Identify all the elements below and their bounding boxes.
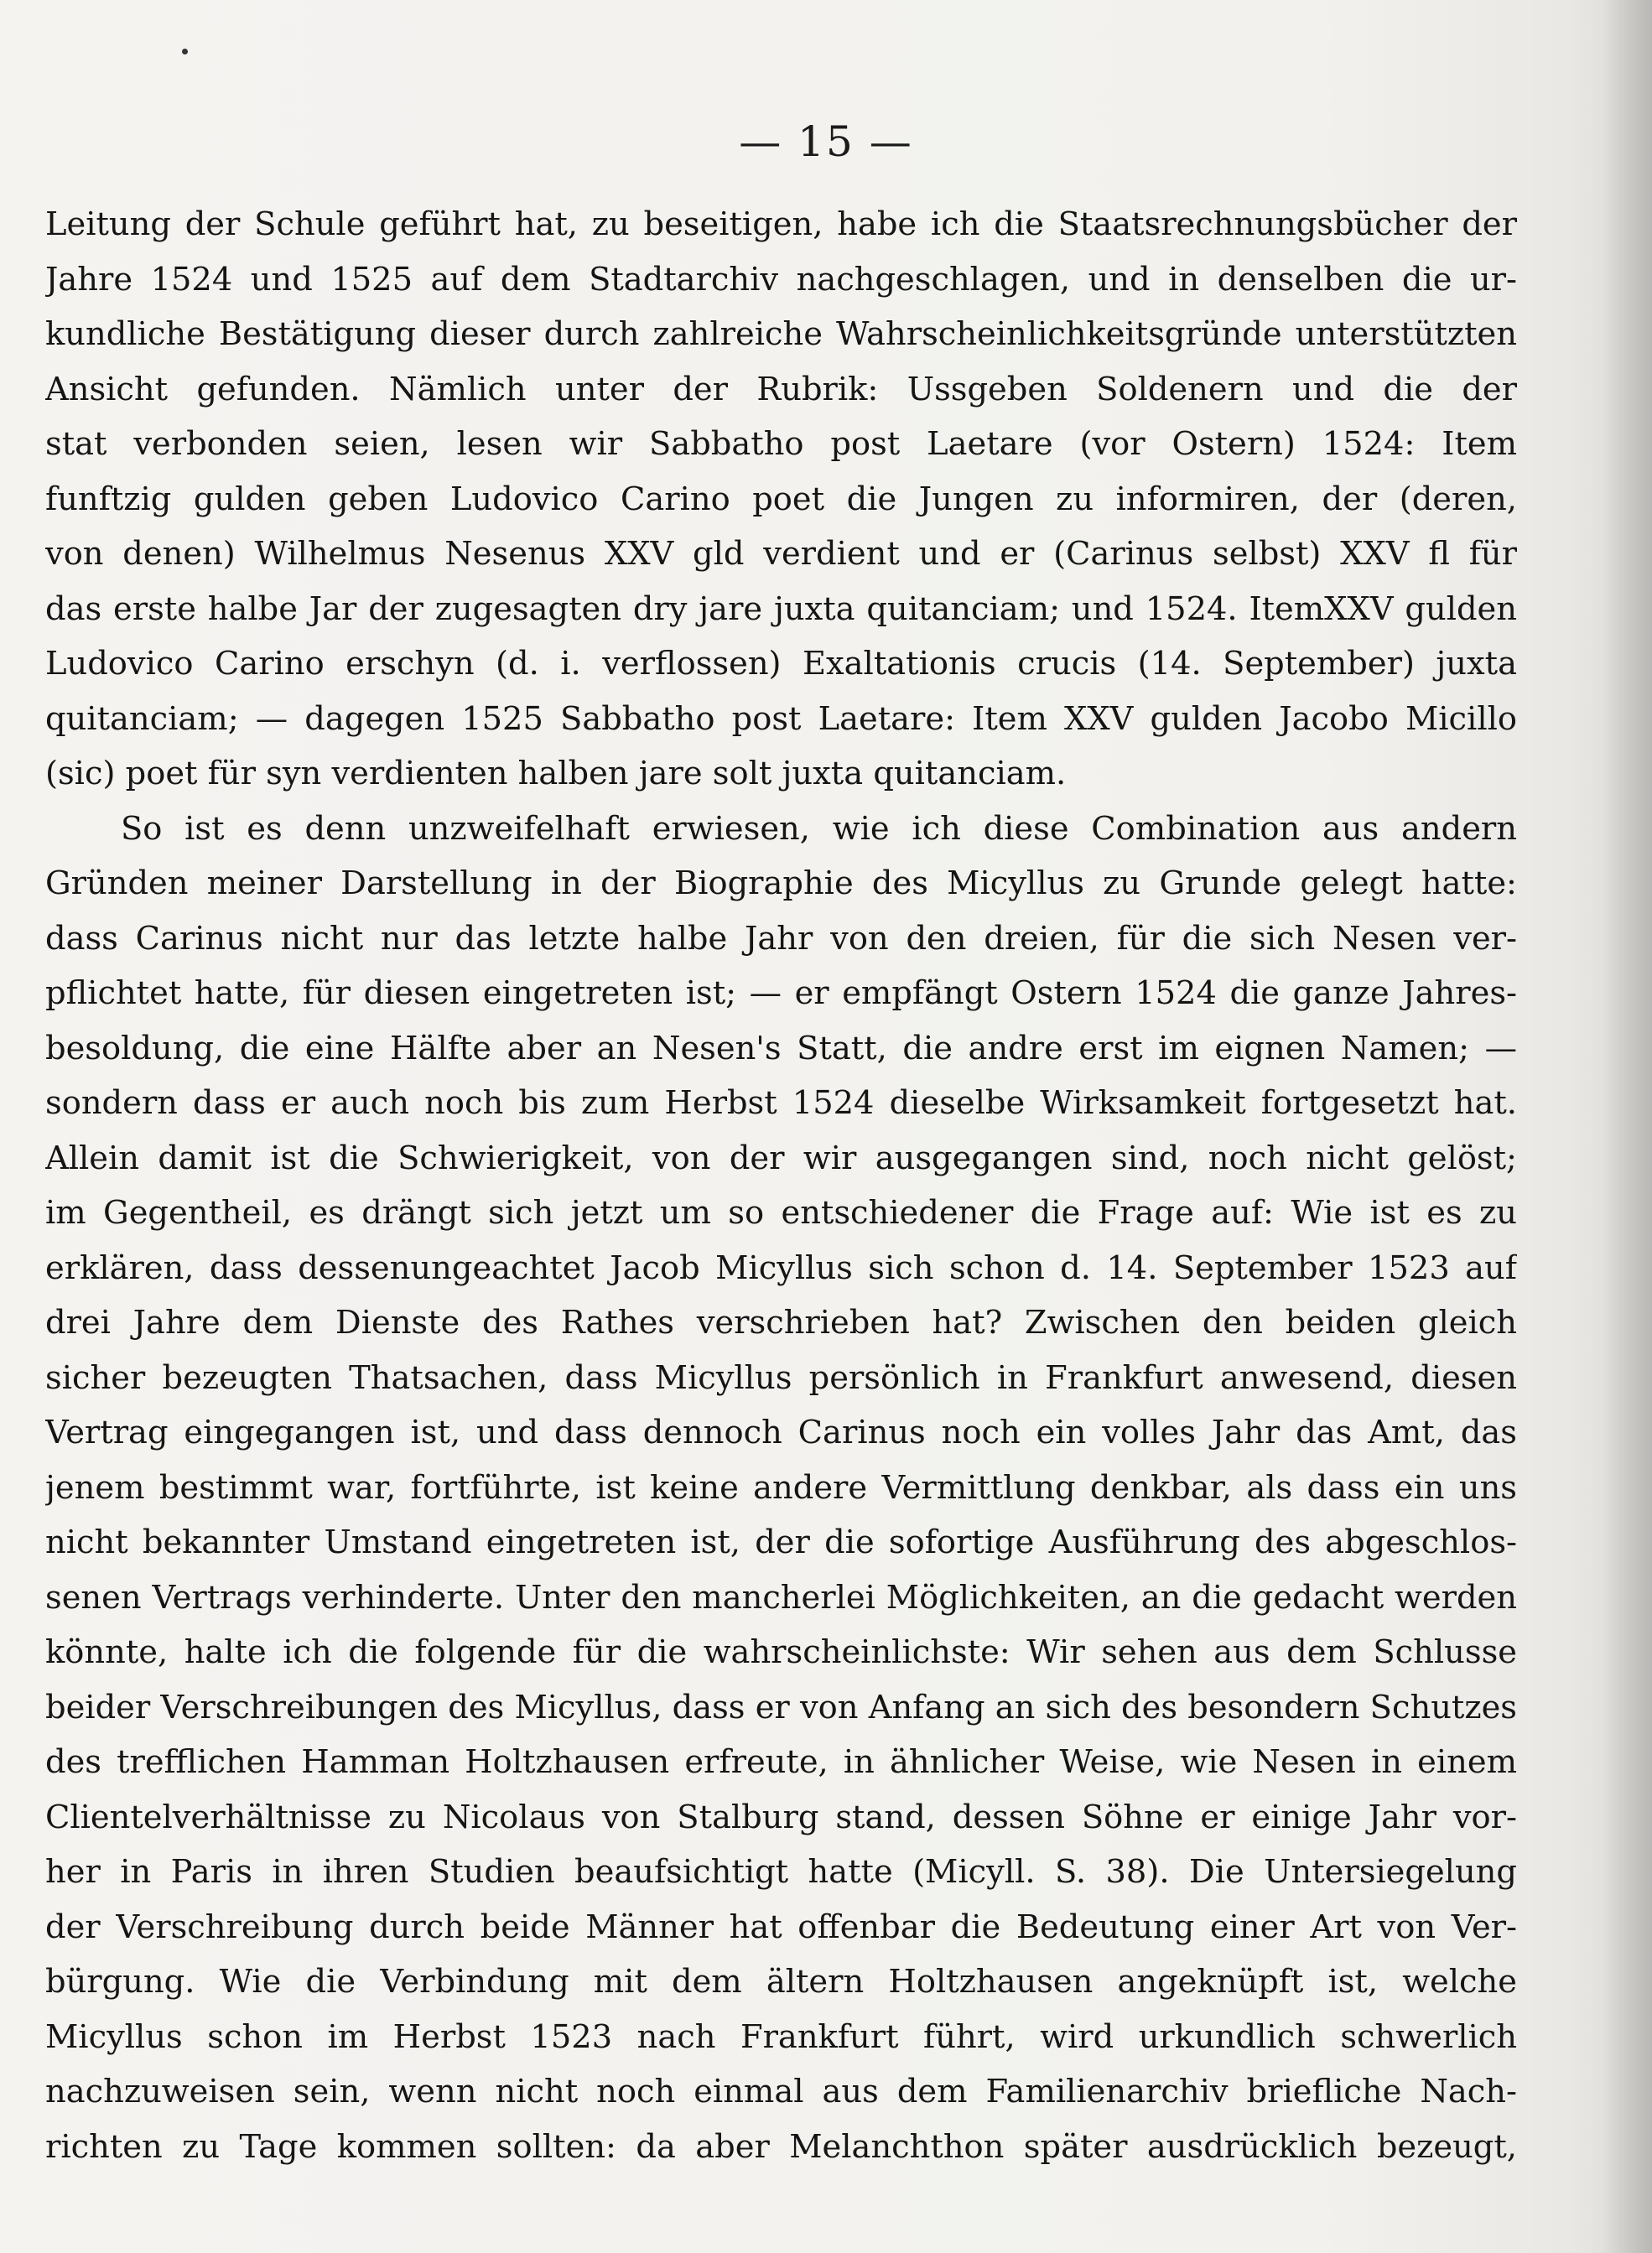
text-line: her in Paris in ihren Studien beaufsichtigt hatte (Micyll. S. 38). Die Untersiegelung (45, 1853, 1517, 1891)
text-line: von denen) Wilhelmus Nesenus XXV gld verdient und er (Carinus selbst) XXV fl für (45, 535, 1517, 573)
text-line: dass Carinus nicht nur das letzte halbe Jahr von den dreien, für die sich Nesen ver- (45, 919, 1517, 958)
paragraph-1 (45, 197, 1517, 802)
body-text (45, 197, 1517, 2174)
text-line: beider Verschreibungen des Micyllus, dass er von Anfang an sich des besondern Schutzes (45, 1688, 1517, 1726)
text-line: Clientelverhältnisse zu Nicolaus von Stalburg stand, dessen Söhne er einige Jahr vor- (45, 1798, 1517, 1836)
ink-speck (182, 49, 188, 55)
text-line: Leitung der Schule geführt hat, zu beseitigen, habe ich die Staatsrechnungsbücher der (45, 205, 1517, 243)
text-line: jenem bestimmt war, fortführte, ist keine andere Vermittlung denkbar, als dass ein uns (45, 1468, 1517, 1507)
text-line: Allein damit ist die Schwierigkeit, von der wir ausgegangen sind, noch nicht gelöst; (45, 1139, 1517, 1177)
text-line: (sic) poet für syn verdienten halben jare solt juxta quitanciam. (45, 755, 1067, 792)
page-spine-shadow (1602, 0, 1652, 2253)
text-line: erklären, dass dessenungeachtet Jacob Micyllus sich schon d. 14. September 1523 auf (45, 1248, 1517, 1287)
text-line: im Gegentheil, es drängt sich jetzt um so entschiedener die Frage auf: Wie ist es zu (45, 1194, 1517, 1232)
paragraph-2 (45, 802, 1517, 2175)
text-line: pflichtet hatte, für diesen eingetreten ist; — er empfängt Ostern 1524 die ganze Jahres- (45, 974, 1517, 1012)
text-line: quitanciam; — dagegen 1525 Sabbatho post Laetare: Item XXV gulden Jacobo Micillo (45, 699, 1517, 738)
text-line: kundliche Bestätigung dieser durch zahlreiche Wahrscheinlichkeitsgründe unterstützten (45, 315, 1517, 353)
text-line: sicher bezeugten Thatsachen, dass Micyllus persönlich in Frankfurt anwesend, diesen (45, 1358, 1517, 1397)
text-line: der Verschreibung durch beide Männer hat offenbar die Bedeutung einer Art von Ver- (45, 1908, 1517, 1946)
text-line: Micyllus schon im Herbst 1523 nach Frankfurt führt, wird urkundlich schwerlich (45, 2017, 1517, 2056)
text-line: des trefflichen Hamman Holtzhausen erfreute, in ähnlicher Weise, wie Nesen in einem (45, 1743, 1517, 1781)
text-line: Ludovico Carino erschyn (d. i. verflossen) Exaltationis crucis (14. September) juxta (45, 645, 1517, 683)
text-line: So ist es denn unzweifelhaft erwiesen, wie ich diese Combination aus andern (121, 809, 1517, 848)
text-line: richten zu Tage kommen sollten: da aber Melanchthon später ausdrücklich bezeugt, (45, 2127, 1517, 2166)
text-line: nachzuweisen sein, wenn nicht noch einmal aus dem Familienarchiv briefliche Nach- (45, 2073, 1517, 2110)
text-line: sondern dass er auch noch bis zum Herbst 1524 dieselbe Wirksamkeit fortgesetzt hat. (45, 1084, 1517, 1122)
text-line: Gründen meiner Darstellung in der Biographie des Micyllus zu Grunde gelegt hatte: (45, 864, 1517, 902)
text-line: drei Jahre dem Dienste des Rathes verschrieben hat? Zwischen den beiden gleich (45, 1304, 1517, 1342)
text-line: das erste halbe Jar der zugesagten dry jare juxta quitanciam; und 1524. ItemXXV gulden (45, 589, 1517, 628)
text-line: funftzig gulden geben Ludovico Carino poet die Jungen zu informiren, der (deren, (45, 480, 1517, 518)
text-line: besoldung, die eine Hälfte aber an Nesen's Statt, die andre erst im eignen Namen; — (45, 1029, 1517, 1067)
text-line: stat verbonden seien, lesen wir Sabbatho post Laetare (vor Ostern) 1524: Item (45, 425, 1517, 463)
text-line: nicht bekannter Umstand eingetreten ist, der die sofortige Ausführung des abgeschlos- (45, 1524, 1517, 1561)
text-line: Jahre 1524 und 1525 auf dem Stadtarchiv nachgeschlagen, und in denselben die ur- (45, 260, 1517, 298)
text-line: Ansicht gefunden. Nämlich unter der Rubrik: Ussgeben Soldenern und die der (45, 370, 1517, 408)
text-line: könnte, halte ich die folgende für die wahrscheinlichste: Wir sehen aus dem Schlusse (45, 1633, 1517, 1671)
text-line: senen Vertrags verhinderte. Unter den mancherlei Möglichkeiten, an die gedacht werden (45, 1578, 1517, 1617)
text-line: bürgung. Wie die Verbindung mit dem ältern Holtzhausen angeknüpft ist, welche (45, 1963, 1517, 2001)
page-number: — 15 — (739, 117, 913, 166)
text-line: Vertrag eingegangen ist, und dass dennoch Carinus noch ein volles Jahr das Amt, das (45, 1414, 1517, 1451)
